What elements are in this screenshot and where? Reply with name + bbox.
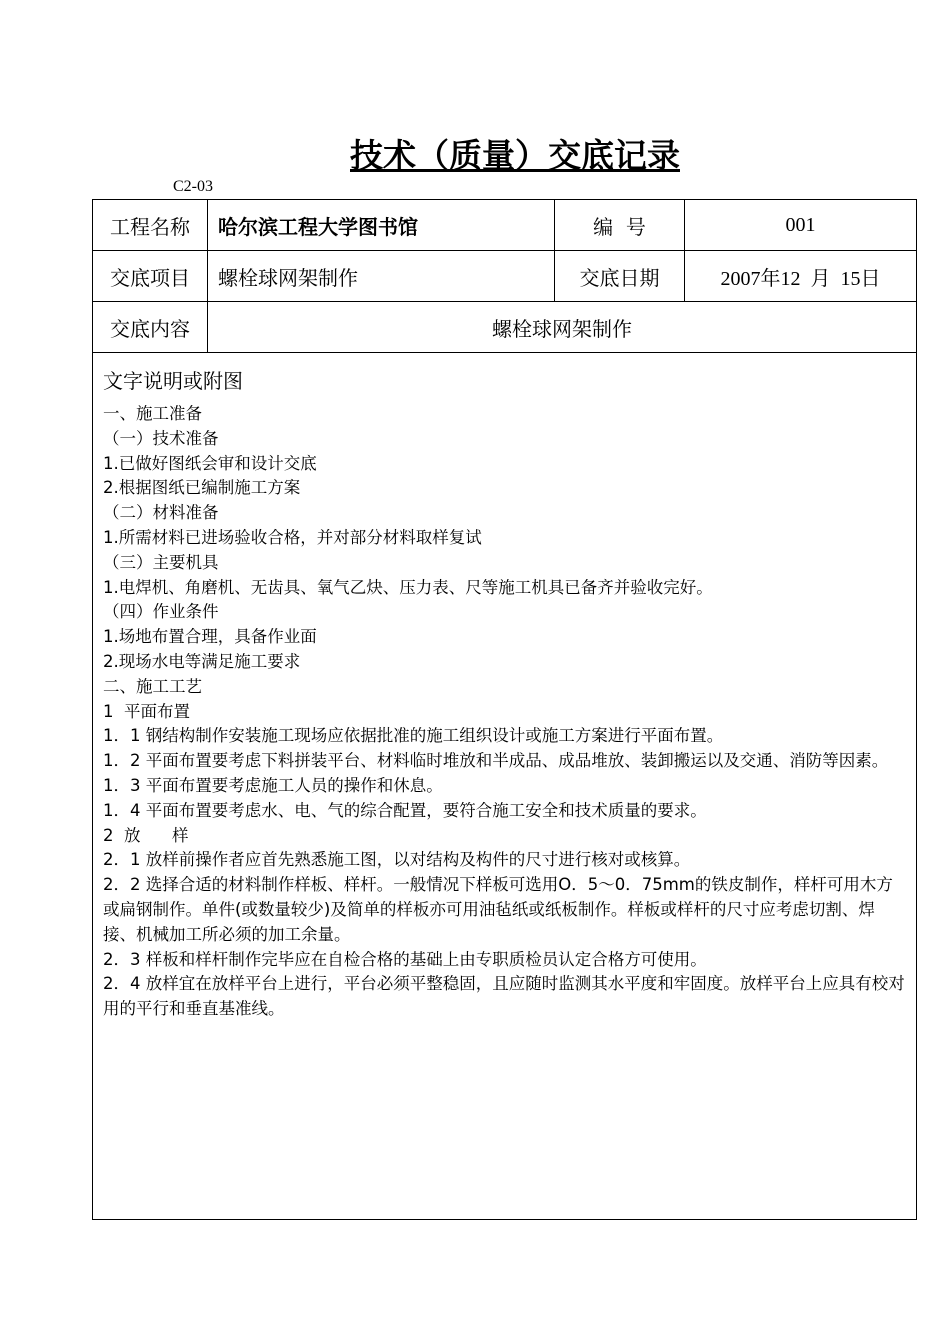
body-line: 1.所需材料已进场验收合格，并对部分材料取样复试 [103,527,482,547]
number-label: 编 号 [555,200,685,251]
row-content [93,302,917,353]
row-body [93,353,917,1220]
date-value: 2007年12 月 15日 [685,251,917,302]
body-cell [93,353,917,1220]
body-line: 2．3 样板和样杆制作完毕应在自检合格的基础上由专职质检员认定合格方可使用。 [103,949,707,969]
project-name-label: 工程名称 [93,200,208,251]
project-name-value: 哈尔滨工程大学图书馆 [208,200,555,251]
body-line: 一、施工准备 [103,404,202,423]
row-project [93,200,917,251]
number-value: 001 [685,200,917,251]
body-heading: 文字说明或附图 [103,369,243,393]
body-line: 1.场地布置合理，具备作业面 [103,627,317,647]
body-line: 2．1 放样前操作者应首先熟悉施工图，以对结构及构件的尺寸进行核对或核算。 [103,850,691,870]
body-line: 1.电焊机、角磨机、无齿具、氧气乙炔、压力表、尺等施工机具已备齐并验收完好。 [103,577,713,597]
content-value: 螺栓球网架制作 [208,302,917,353]
body-line: （四）作业条件 [103,602,219,622]
body-line: 1.已做好图纸会审和设计交底 [103,453,317,473]
content-label: 交底内容 [93,302,208,353]
body-line: （一）技术准备 [103,428,219,448]
row-item [93,251,917,302]
form-code: C2-03 [173,178,213,195]
body-line: 二、施工工艺 [103,676,202,696]
body-line: 2 放 样 [103,825,189,845]
body-line: 1．4 平面布置要考虑水、电、气的综合配置，要符合施工安全和技术质量的要求。 [103,800,707,820]
body-line: 1．1 钢结构制作安装施工现场应依据批准的施工组织设计或施工方案进行平面布置。 [103,726,724,746]
body-line: 2．2 选择合适的材料制作样板、样杆。一般情况下样板可选用O．5～0．75mm的铁皮制作，样杆可用木方或扁钢制作。单件(或数量较少)及简单的样板亦可用油毡纸或纸板制作。样板或样杆的尺寸应考虑切割、焊接、机械加工所必须的加工余量。 [103,875,893,944]
body-line: 2.根据图纸已编制施工方案 [103,478,301,498]
item-label: 交底项目 [93,251,208,302]
body-line: 2．4 放样宜在放样平台上进行，平台必须平整稳固，且应随时监测其水平度和牢固度。放样平台上应具有校对用的平行和垂直基准线。 [103,974,905,1019]
document-title: 技术（质量）交底记录 [350,136,680,175]
body-line: 2.现场水电等满足施工要求 [103,651,301,671]
body-line: 1 平面布置 [103,701,190,721]
item-value: 螺栓球网架制作 [208,251,555,302]
record-table [92,199,917,1220]
body-line: （二）材料准备 [103,503,219,523]
body-line: 1．2 平面布置要考虑下料拼装平台、材料临时堆放和半成品、成品堆放、装卸搬运以及交通、消防等因素。 [103,751,889,771]
body-line: 1．3 平面布置要考虑施工人员的操作和休息。 [103,775,443,795]
body-line: （三）主要机具 [103,552,219,572]
date-label: 交底日期 [555,251,685,302]
